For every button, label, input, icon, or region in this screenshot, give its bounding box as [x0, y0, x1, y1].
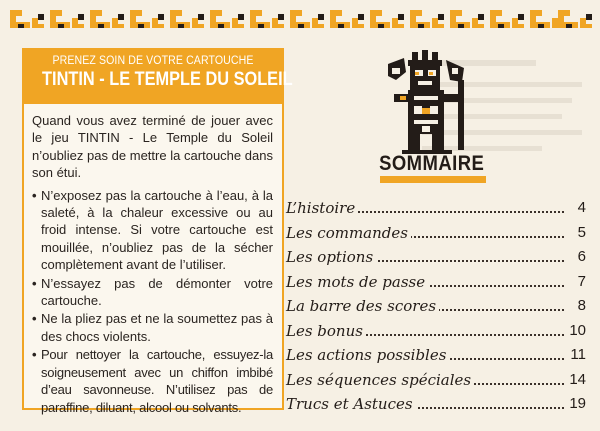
- toc-entry-label: Les mots de passe: [286, 270, 428, 294]
- care-instruction-item: [32, 346, 273, 416]
- toc-entry-label: Les bonus: [286, 319, 366, 343]
- care-instruction-item: [32, 187, 273, 274]
- toc-entry-label: Trucs et Astuces: [286, 392, 416, 416]
- toc-entry-page: 14: [564, 368, 586, 392]
- toc-entry: [286, 392, 586, 416]
- care-instruction-text: N’essayez pas de démonter votre cartouche.: [41, 275, 273, 309]
- bullet-icon: •: [32, 187, 37, 203]
- care-instruction-text: Ne la pliez pas et ne la soumettez pas à des chocs violents.: [41, 311, 273, 344]
- toc-entry-label: La barre des scores: [286, 294, 439, 318]
- bullet-icon: •: [32, 347, 37, 363]
- care-instruction-text: Pour nettoyer la cartouche, essuyez-la soigneusement avec un chiffon imbibé d’eau savonneuse. N’utilisez pas de paraffine, diluant, alcool ou solvants.: [41, 347, 273, 415]
- toc-entry-page: 11: [564, 343, 586, 367]
- toc-entry-page: 6: [564, 245, 586, 269]
- contents-heading-underline: [380, 176, 486, 183]
- care-instruction-item: [32, 310, 273, 345]
- care-box-title: TINTIN - LE TEMPLE DU SOLEIL: [42, 69, 293, 90]
- contents-heading: SOMMAIRE: [379, 152, 485, 175]
- toc-entry-page: 5: [564, 221, 586, 245]
- toc-entry-label: Les séquences spéciales: [286, 368, 474, 392]
- care-intro-text: Quand vous avez terminé de jouer avec le jeu TINTIN - Le Temple du Soleil n’oubliez pas de mettre la cartouche dans son étui.: [32, 113, 273, 181]
- toc-entry: [286, 245, 586, 269]
- toc-entry-page: 4: [564, 196, 586, 220]
- toc-entry-label: Les commandes: [286, 221, 411, 245]
- toc-entry-page: 7: [564, 270, 586, 294]
- toc-entry: [286, 196, 586, 220]
- toc-entry-page: 8: [564, 294, 586, 318]
- toc-entry: [286, 368, 586, 392]
- bullet-icon: •: [32, 311, 37, 327]
- care-instruction-item: [32, 275, 273, 310]
- toc-entry: [286, 221, 586, 245]
- inca-glyph-border: [8, 6, 592, 32]
- toc-entry: [286, 294, 586, 318]
- care-box-subtitle: PRENEZ SOIN DE VOTRE CARTOUCHE: [52, 55, 254, 67]
- toc-entry-page: 19: [564, 392, 586, 416]
- care-instructions-list: [32, 187, 273, 416]
- toc-entry: [286, 319, 586, 343]
- care-instruction-text: N’exposez pas la cartouche à l’eau, à la saleté, à la chaleur excessive ou au froid intense. Si votre cartouche est mouillée, n’oubliez pas de la sécher complètement avant de l’utiliser.: [41, 187, 273, 273]
- toc-entry-label: Les options: [286, 245, 376, 269]
- toc-entry-label: Les actions possibles: [286, 343, 449, 367]
- table-of-contents: [286, 196, 586, 417]
- bullet-icon: •: [32, 275, 37, 291]
- inca-idol-icon: [378, 50, 478, 156]
- care-box-header: [24, 50, 293, 104]
- toc-entry: [286, 270, 586, 294]
- toc-entry: [286, 343, 586, 367]
- toc-entry-page: 10: [564, 319, 586, 343]
- care-box-body: [24, 104, 282, 416]
- cartridge-care-box: [22, 48, 293, 415]
- toc-entry-label: L’histoire: [286, 196, 358, 220]
